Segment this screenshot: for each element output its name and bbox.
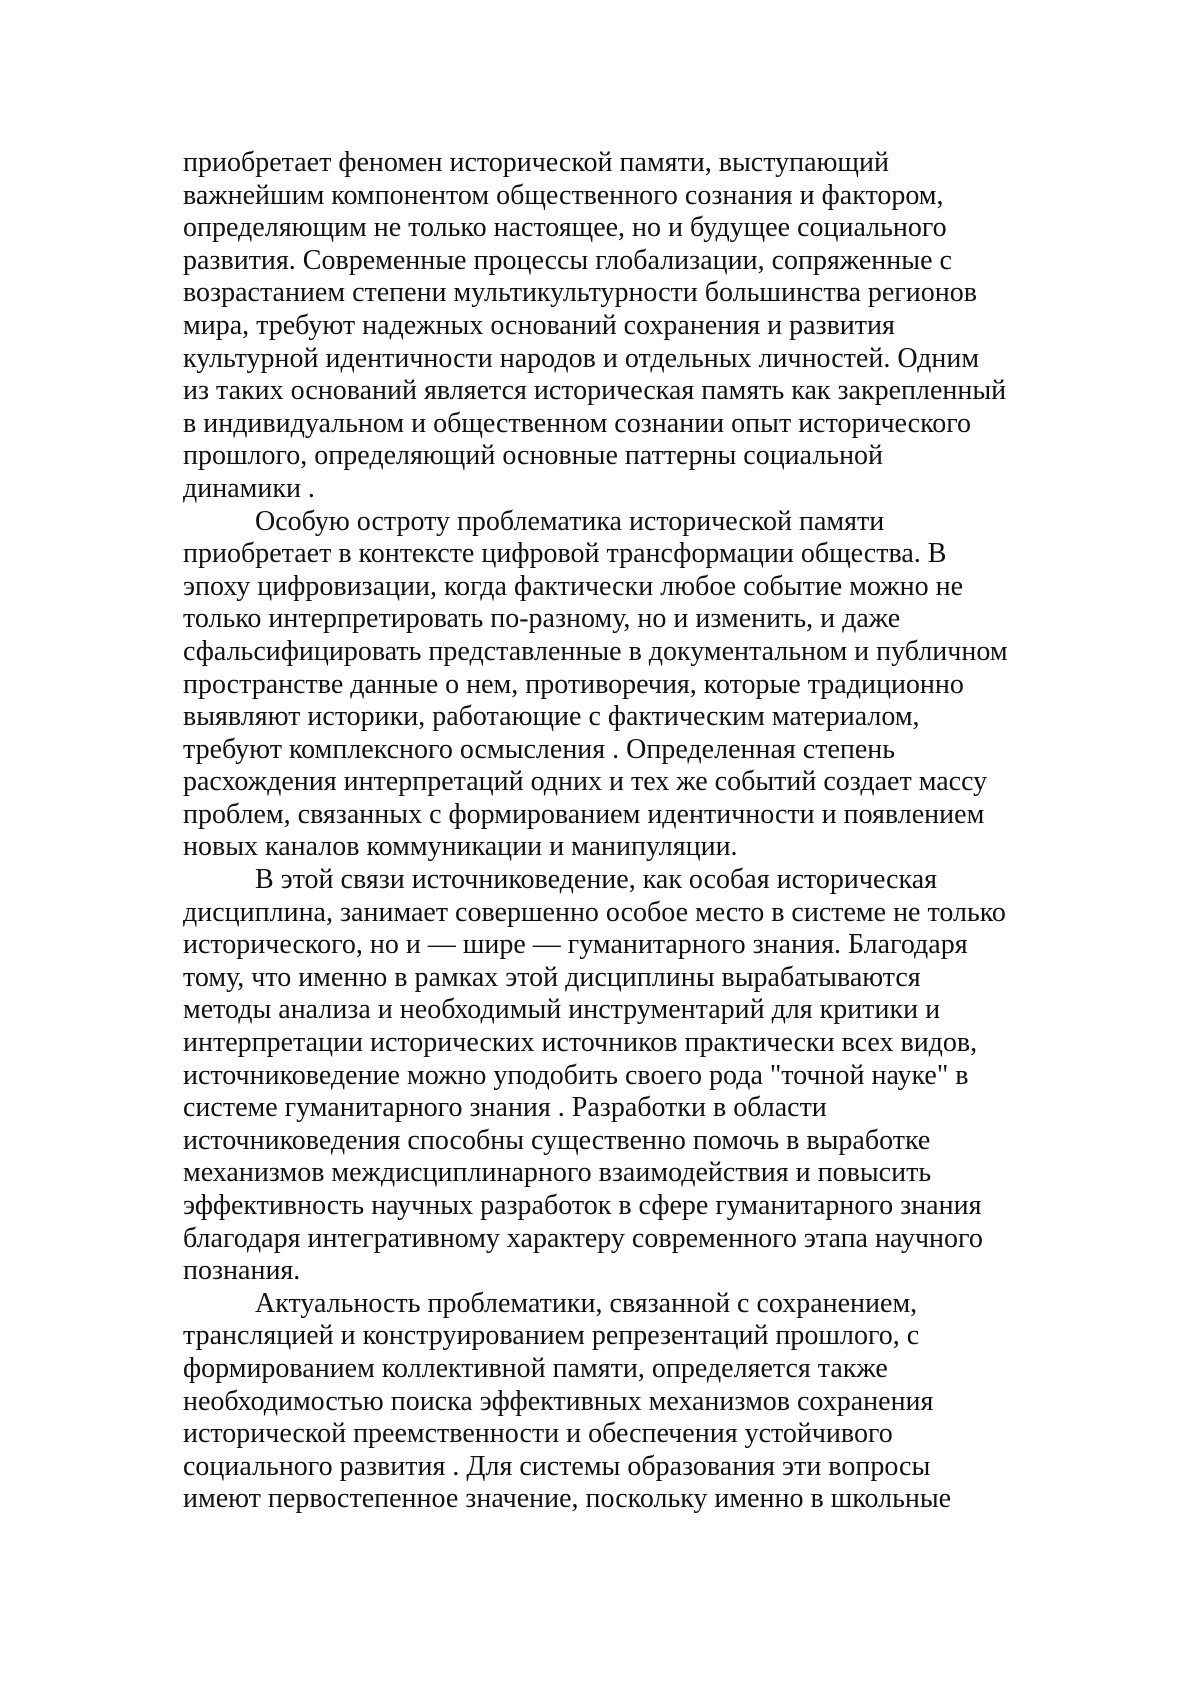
text-line: социального развития . Для системы образования эти вопросы [183, 1450, 931, 1482]
text-line: важнейшим компонентом общественного сознания и фактором, [183, 179, 944, 211]
text-line: приобретает в контексте цифровой трансформации общества. В [183, 538, 947, 570]
body-text [183, 147, 1063, 1516]
text-line: тому, что именно в рамках этой дисциплины вырабатываются [183, 961, 921, 993]
text-line: новых каналов коммуникации и манипуляции. [183, 831, 738, 863]
text-line: расхождения интерпретаций одних и тех же событий создает массу [183, 766, 988, 798]
text-line: трансляцией и конструированием репрезентаций прошлого, с [183, 1320, 920, 1352]
text-line: определяющим не только настоящее, но и будущее социального [183, 212, 947, 244]
text-line: системе гуманитарного знания . Разработки в области [183, 1092, 827, 1124]
paragraph-first-line: Актуальность проблематики, связанной с сохранением, [255, 1287, 918, 1319]
text-line: динамики . [183, 472, 315, 504]
text-line: прошлого, определяющий основные паттерны социальной [183, 440, 884, 472]
text-line: интерпретации исторических источников практически всех видов, [183, 1027, 978, 1059]
text-line: исторического, но и — шире — гуманитарного знания. Благодаря [183, 929, 968, 961]
text-line: требуют комплексного осмысления . Определенная степень [183, 733, 896, 765]
text-line: возрастанием степени мультикультурности большинства регионов [183, 277, 977, 309]
text-line: сфальсифицировать представленные в документальном и публичном [183, 635, 1008, 667]
text-line: проблем, связанных с формированием идентичности и появлением [183, 798, 985, 830]
text-line: пространстве данные о нем, противоречия, которые традиционно [183, 668, 964, 700]
text-line: благодаря интегративному характеру современного этапа научного [183, 1222, 983, 1254]
text-line: эпоху цифровизации, когда фактически любое событие можно не [183, 570, 963, 602]
text-line: мира, требуют надежных оснований сохранения и развития [183, 309, 895, 341]
text-line: источниковедения способны существенно помочь в выработке [183, 1124, 931, 1156]
text-line: механизмов междисциплинарного взаимодействия и повысить [183, 1157, 932, 1189]
text-line: развития. Современные процессы глобализации, сопряженные с [183, 244, 952, 276]
text-line: имеют первостепенное значение, поскольку именно в школьные [183, 1483, 952, 1515]
text-line: культурной идентичности народов и отдельных личностей. Одним [183, 342, 980, 374]
text-line: выявляют историки, работающие с фактическим материалом, [183, 701, 920, 733]
text-line: познания. [183, 1255, 301, 1287]
text-line: формированием коллективной памяти, определяется также [183, 1352, 888, 1384]
text-line: методы анализа и необходимый инструментарий для критики и [183, 994, 941, 1026]
text-line: необходимостью поиска эффективных механизмов сохранения [183, 1385, 934, 1417]
text-line: приобретает феномен исторической памяти, выступающий [183, 147, 889, 178]
text-line: источниковедение можно уподобить своего рода "точной науке" в [183, 1059, 969, 1091]
text-line: из таких оснований является историческая память как закрепленный [183, 375, 1007, 407]
paragraph-first-line: Особую остроту проблематика исторической памяти [255, 505, 885, 537]
text-line: дисциплина, занимает совершенно особое место в системе не только [183, 896, 1006, 928]
text-line: эффективность научных разработок в сфере гуманитарного знания [183, 1190, 982, 1221]
paragraph-first-line: В этой связи источниковедение, как особая историческая [255, 864, 937, 896]
text-line: только интерпретировать по-разному, но и изменить, и даже [183, 603, 901, 635]
text-line: в индивидуальном и общественном сознании опыт исторического [183, 407, 972, 439]
text-line: исторической преемственности и обеспечения устойчивого [183, 1418, 893, 1450]
